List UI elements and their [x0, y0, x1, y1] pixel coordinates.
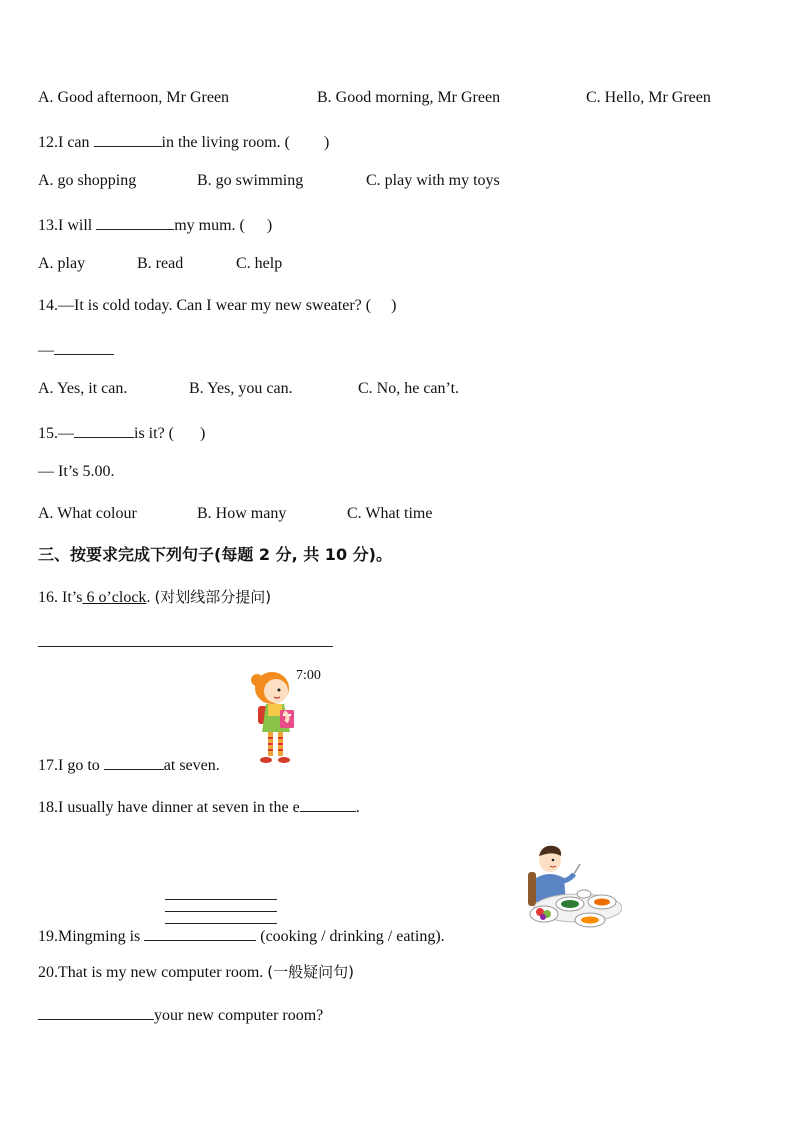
q20-answer-text: your new computer room?	[154, 1007, 324, 1024]
q12-text-after: in the living room. (	[161, 134, 290, 151]
q14-paren-close: )	[391, 297, 397, 314]
q19-text-after: (cooking / drinking / eating).	[256, 928, 445, 945]
q16-number: 16.	[38, 589, 62, 606]
q12-option-a: A. go shopping	[38, 172, 137, 189]
q13-option-a: A. play	[38, 255, 86, 272]
q13-blank[interactable]	[96, 213, 174, 230]
q11-option-a: A. Good afternoon, Mr Green	[38, 89, 230, 106]
q17-text-before: I go to	[58, 757, 104, 774]
q16-underlined-part: 6 o’clock	[82, 589, 147, 606]
q19-question	[38, 924, 445, 947]
q13-text-before: I will	[58, 217, 97, 234]
q14-option-a: A. Yes, it can.	[38, 380, 128, 397]
q19-line-4[interactable]	[144, 924, 256, 941]
q18-end: .	[355, 799, 360, 816]
q14-answer-dash: —	[38, 342, 54, 359]
q17-question	[38, 753, 220, 776]
q14-option-b: B. Yes, you can.	[189, 380, 293, 397]
q13-paren-close: )	[266, 217, 273, 234]
q15-blank[interactable]	[74, 421, 134, 438]
q16-question	[38, 587, 271, 608]
q19-text-before: Mingming is	[58, 928, 145, 945]
q19-line-1[interactable]	[165, 899, 277, 900]
q20-number: 20.	[38, 964, 58, 981]
q15-reply: — It’s 5.00.	[38, 463, 115, 480]
q15-option-c: C. What time	[347, 505, 433, 522]
q15-question	[38, 421, 205, 444]
q15-number: 15.	[38, 425, 58, 442]
section-3-title: 三、按要求完成下列句子(每题 2 分, 共 10 分)。	[38, 545, 392, 564]
q16-text-after: .	[146, 589, 155, 606]
q11-option-c: C. Hello, Mr Green	[586, 89, 711, 106]
q17-blank[interactable]	[104, 753, 164, 770]
q12-option-c: C. play with my toys	[366, 172, 500, 189]
q16-text-before: It’s	[62, 589, 83, 606]
q17-text-after: at seven.	[163, 757, 220, 774]
q20-text: That is my new computer room.	[58, 964, 268, 981]
q14-text: —It is cold today. Can I wear my new sweater? (	[58, 297, 372, 314]
q12-blank[interactable]	[94, 130, 162, 147]
q13-text-after: my mum. (	[174, 217, 245, 234]
q12-option-b: B. go swimming	[197, 172, 304, 189]
q14-answer-line	[38, 338, 114, 361]
q20-blank[interactable]	[38, 1003, 154, 1020]
q13-option-b: B. read	[137, 255, 184, 272]
q13-question	[38, 213, 272, 236]
q12-question	[38, 130, 329, 153]
q16-answer-line[interactable]	[38, 646, 333, 647]
q15-option-b: B. How many	[197, 505, 287, 522]
q12-text-before: I can	[58, 134, 94, 151]
q15-dash: —	[58, 425, 74, 442]
q17-number: 17.	[38, 757, 58, 774]
q11-option-b: B. Good morning, Mr Green	[317, 89, 501, 106]
q14-number: 14.	[38, 297, 58, 314]
q17-time-label: 7:00	[296, 668, 321, 683]
q20-instruction: (一般疑问句)	[267, 963, 355, 981]
q20-answer-line	[38, 1003, 323, 1026]
q18-blank[interactable]	[300, 795, 356, 812]
q15-paren-close: )	[200, 425, 206, 442]
q14-option-c: C. No, he can’t.	[358, 380, 460, 397]
q15-option-a: A. What colour	[38, 505, 137, 522]
q16-instruction: (对划线部分提问)	[154, 588, 272, 606]
q13-number: 13.	[38, 217, 58, 234]
q18-question	[38, 795, 360, 818]
boy-eating-dinner-illustration	[514, 842, 622, 934]
q19-number: 19.	[38, 928, 58, 945]
q15-text-after: is it? (	[134, 425, 174, 442]
q18-number: 18.	[38, 799, 58, 816]
q14-question	[38, 296, 396, 316]
girl-with-book-illustration	[248, 668, 300, 768]
q14-blank[interactable]	[54, 338, 114, 355]
q12-number: 12.	[38, 134, 58, 151]
q12-paren-close: )	[323, 134, 330, 151]
q20-question	[38, 962, 354, 983]
q19-line-2[interactable]	[165, 911, 277, 912]
q18-text: I usually have dinner at seven in the e	[58, 799, 300, 816]
q13-option-c: C. help	[236, 255, 283, 272]
